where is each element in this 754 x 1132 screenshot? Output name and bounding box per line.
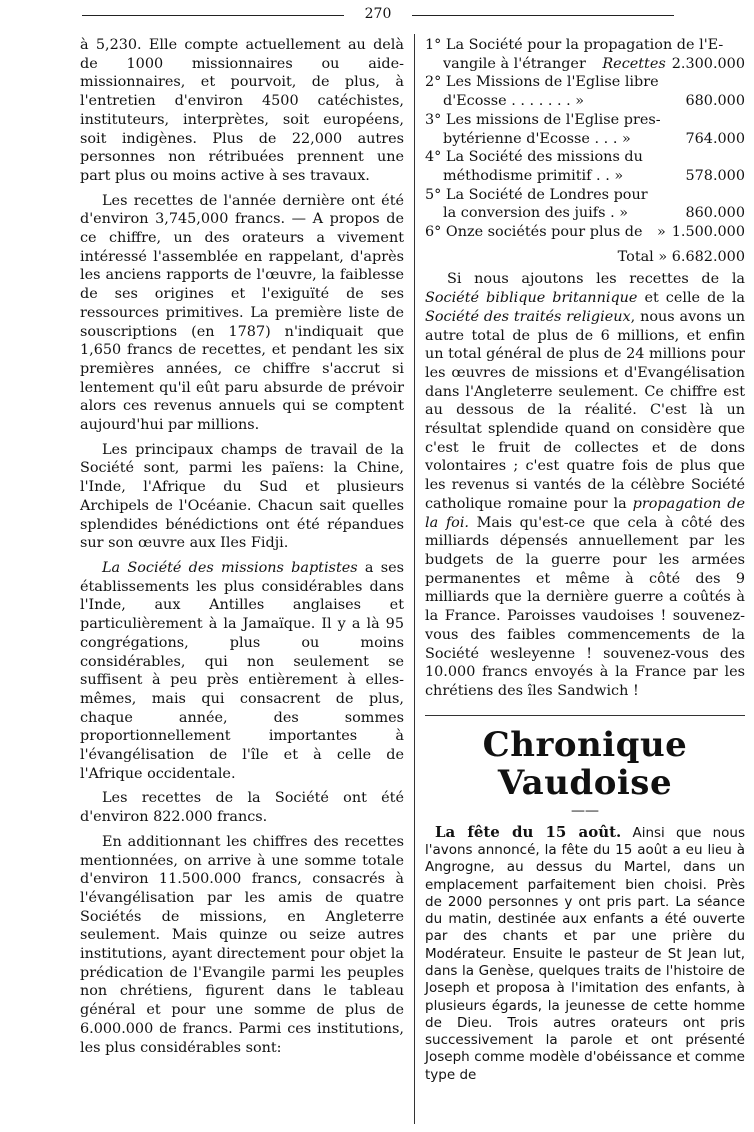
mission-line-1: 4° La Société des missions du — [425, 149, 643, 166]
mission-line-2: vangile à l'étranger — [443, 55, 586, 72]
right-paragraph-1: Si nous ajoutons les recettes de la Société biblique britannique et celle de la Société des traités religieux, nous avons un autre total de plus de 6 millions, et enfin un total général de plus de 24 millions pour les œuvres de missions et d'Evangélisation dans l'Angleterre seulement. Ce chiffre est au dessous de la réalité. C'est là un résultat splendide quand on considère que c'est le fruit de collectes et de dons volontaires ; c'est quatre fois de plus que les revenus si vantés de la célèbre Société catholique romaine pour la propagation de la foi. Mais qu'est-ce que cela à côté des milliards dépensés annuellement par les budgets de la guerre pour les armées permanentes et même à côté des 9 milliards que la dernière guerre a coûtés à la France. Paroisses vaudoises ! souvenez-vous des faibles commencements de la Société wesleyenne ! souvenez-vous des 10.000 francs envoyés à la France par les chrétiens des îles Sandwich ! — [425, 271, 746, 699]
ditto-mark: » — [656, 224, 666, 241]
news-paragraph — [425, 824, 745, 1084]
mission-amount: 578.000 — [685, 167, 745, 184]
news-headline: La fête du 15 août. — [435, 822, 622, 841]
left-paragraph-4-text: a ses établissements les plus considérables dans l'Inde, aux Antilles anglaises et particulièrement à la Jamaïque. Il y a là 95 congrégations, plus ou moins considérables, qui non seulement se suffisent à peu près entièrement à elles-mêmes, mais qui consacrent de plus, chaque année, des sommes proportionnellement importantes à l'évangélisation de l'île et à celle de l'Afrique occidentale. — [80, 559, 404, 782]
right-column — [425, 36, 745, 1084]
list-item — [425, 73, 745, 110]
list-item — [425, 186, 745, 223]
left-column — [80, 36, 404, 1057]
mission-amount: 680.000 — [685, 93, 745, 110]
left-paragraph-2: Les recettes de l'année dernière ont été d'environ 3,745,000 francs. — A propos de ce chiffre, un des orateurs a vivement intéressé l'assemblée en rappelant, d'après les anciens rapports de l'œuvre, la faiblesse de ses origines et l'exiguïté de ses ressources primitives. La première liste de souscriptions (en 1787) n'indiquait que 1,650 francs de recettes, et pendant les six premières années, ce chiffre s'accrut si lentement qu'il eût paru absurde de prévoir alors ces revenus annuels qui se comptent aujourd'hui par millions. — [80, 192, 404, 434]
header-rule-left — [82, 15, 344, 16]
total-label: Total » — [617, 248, 668, 265]
title-ornament: —— — [571, 802, 599, 819]
page-header — [82, 6, 674, 22]
mission-line-1: 6° Onze sociétés pour plus de — [425, 224, 643, 241]
mission-line-2: méthodisme primitif . . » — [443, 167, 624, 184]
mission-amount: 860.000 — [685, 205, 745, 222]
missions-total — [425, 248, 745, 267]
mission-line-2: la conversion des juifs . » — [443, 205, 629, 222]
mission-amount: 2.300.000 — [671, 55, 745, 72]
left-paragraph-5: Les recettes de la Société ont été d'environ 822.000 francs. — [80, 790, 404, 826]
column-divider — [414, 34, 415, 1124]
propagation-name: propagation de la foi. — [425, 495, 745, 531]
total-amount: 6.682.000 — [671, 248, 745, 265]
chronique-title: Chronique Vaudoise — [482, 724, 688, 803]
tract-society-name: Société des traités religieux — [425, 308, 631, 325]
left-paragraph-4 — [80, 559, 404, 783]
left-paragraph-6: En additionnant les chiffres des recettes mentionnées, on arrive à une somme totale d'environ 11.500.000 francs, consacrés à l'évangélisation par les amis de quatre Sociétés de missions, en Angleterre seulement. Mais quinze ou seize autres institutions, ayant directement pour objet la prédication de l'Evangile parmi les peuples non chrétiens, figurent dans le tableau général et pour une somme de plus de 6.000.000 de francs. Parmi ces institutions, les plus considérables sont: — [80, 833, 404, 1056]
section-rule — [425, 715, 745, 716]
mission-line-1: 1° La Société pour la propagation de l'E- — [425, 37, 724, 53]
bible-society-name: Société biblique britannique — [425, 290, 638, 307]
mission-amount: 764.000 — [685, 130, 745, 147]
header-rule-right — [412, 15, 674, 16]
list-item — [425, 148, 745, 185]
page-number: 270 — [364, 6, 392, 22]
recettes-label: Recettes — [602, 55, 666, 72]
mission-amount: 1.500.000 — [671, 224, 745, 241]
left-paragraph-1: à 5,230. Elle compte actuellement au delà de 1000 missionnaires ou aide-missionnaires, et pourvoit, de plus, à l'entretien d'environ 4500 catéchistes, instituteurs, interprètes, soit européens, soit indigènes. Plus de 22,000 autres personnes non rétribuées prennent une part plus ou moins active à ses travaux. — [80, 37, 404, 184]
missions-list — [425, 36, 745, 266]
list-item — [425, 223, 745, 242]
mission-line-1: 3° Les missions de l'Eglise pres- — [425, 111, 661, 128]
baptist-society-name: La Société des missions baptistes — [102, 559, 358, 576]
mission-line-1: 5° La Société de Londres pour — [425, 186, 648, 203]
mission-line-2: bytérienne d'Ecosse . . . » — [443, 130, 631, 147]
list-item — [425, 111, 745, 148]
left-paragraph-3: Les principaux champs de travail de la Société sont, parmi les païens: la Chine, l'Inde, l'Afrique du Sud et plusieurs Archipels de l'Océanie. Chacun sait quelles splendides bénédictions ont été répandues sur son œuvre aux Iles Fidji. — [80, 441, 404, 552]
news-body: Ainsi que nous l'avons annoncé, la fête du 15 août a eu lieu à Angrogne, au dessus du Martel, dans un emplacement parfaitement bien choisi. Près de 2000 personnes y ont pris part. La séance du matin, destinée aux enfants a été ouverte par des chants et par une prière du Modérateur. Ensuite le pasteur de St Jean lut, dans la Genèse, quelques traits de l'histoire de Joseph et proposa à l'imitation des enfants, à plusieurs égards, la jeunesse de cette homme de Dieu. Trois autres orateurs ont pris successivement la parole et ont présenté Joseph comme modèle d'obéissance et comme type de — [425, 824, 745, 1083]
list-item — [425, 36, 745, 73]
mission-line-1: 2° Les Missions de l'Eglise libre — [425, 74, 659, 91]
mission-line-2: d'Ecosse . . . . . . . » — [443, 93, 585, 110]
